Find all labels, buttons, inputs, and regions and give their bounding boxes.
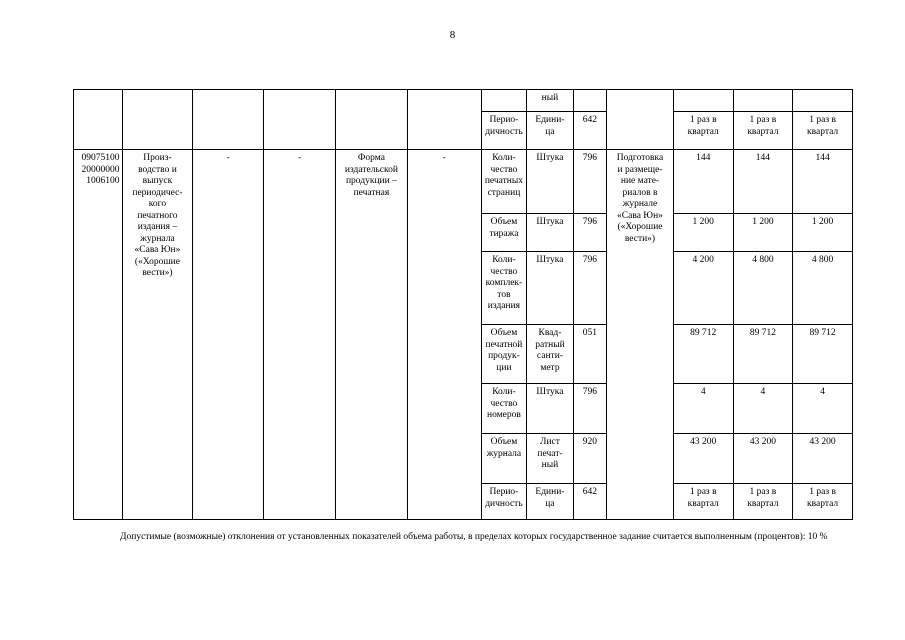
unit-code: 051 [573, 325, 606, 384]
indicator-name: Коли- чество печатных страниц [481, 150, 527, 214]
unit-code: 796 [573, 384, 606, 434]
unit-code: 642 [573, 484, 606, 520]
unit-code: 796 [573, 252, 606, 325]
unit-name: Квад- ратный санти- метр [527, 325, 574, 384]
indicator-name: Объем журнала [481, 434, 527, 484]
work-volume-table [73, 89, 853, 520]
page-number: 8 [449, 29, 456, 41]
table-cell [193, 90, 264, 150]
table-cell [673, 90, 733, 112]
value-year-1: 4 200 [673, 252, 733, 325]
table-cell [122, 90, 193, 150]
unit-name: Штука [527, 150, 574, 214]
value-year-2: 1 200 [733, 214, 793, 252]
value-year-3: 1 раз в квартал [793, 484, 853, 520]
table-body [74, 90, 853, 520]
table-cell [481, 90, 527, 112]
table-cell [336, 90, 408, 150]
value-year-3: 89 712 [793, 325, 853, 384]
table-cell: - [407, 150, 481, 520]
indicator-name: Объем печатной продук- ции [481, 325, 527, 384]
value-year-2: 43 200 [733, 434, 793, 484]
table-cell [607, 90, 674, 150]
table-row [74, 90, 853, 112]
indicator-name: Перио- дичность [481, 484, 527, 520]
table-cell [264, 90, 336, 150]
unit-name: Едини- ца [527, 112, 574, 150]
value-year-3: 1 раз в квартал [793, 112, 853, 150]
publication-form: Форма издательской продукции – печатная [336, 150, 408, 520]
unit-code: 642 [573, 112, 606, 150]
table-cell [407, 90, 481, 150]
value-year-3: 144 [793, 150, 853, 214]
deviation-footnote: Допустимые (возможные) отклонения от установленных показателей объема работы, в пределах которых государственное задание считается выполненным (процентов): 10 % [120, 532, 828, 542]
value-year-1: 43 200 [673, 434, 733, 484]
value-year-1: 144 [673, 150, 733, 214]
value-year-2: 89 712 [733, 325, 793, 384]
value-year-2: 4 [733, 384, 793, 434]
value-year-1: 1 раз в квартал [673, 484, 733, 520]
table-cell [733, 90, 793, 112]
table-cell: - [264, 150, 336, 520]
unit-name: Едини- ца [527, 484, 574, 520]
table-row [74, 150, 853, 214]
value-year-1: 4 [673, 384, 733, 434]
table-cell [74, 90, 123, 150]
value-year-3: 4 800 [793, 252, 853, 325]
value-year-2: 144 [733, 150, 793, 214]
table-cell [793, 90, 853, 112]
value-year-1: 1 раз в квартал [673, 112, 733, 150]
indicator-name: Объем тиража [481, 214, 527, 252]
value-year-3: 1 200 [793, 214, 853, 252]
unit-code: 796 [573, 150, 606, 214]
unit-name: Штука [527, 252, 574, 325]
indicator-name: Перио- дичность [481, 112, 527, 150]
indicator-name: Коли- чество комплек- тов издания [481, 252, 527, 325]
service-name: Произ- водство и выпуск периодичес- кого печатного издания – журнала «Сава Юн» («Хорошие вести») [122, 150, 193, 520]
value-year-2: 1 раз в квартал [733, 484, 793, 520]
value-year-3: 4 [793, 384, 853, 434]
value-year-1: 1 200 [673, 214, 733, 252]
unit-name: Штука [527, 384, 574, 434]
value-year-2: 1 раз в квартал [733, 112, 793, 150]
unit-code: 796 [573, 214, 606, 252]
table-cell: ный [527, 90, 574, 112]
value-year-2: 4 800 [733, 252, 793, 325]
unit-name: Лист печат- ный [527, 434, 574, 484]
value-year-1: 89 712 [673, 325, 733, 384]
table-cell [573, 90, 606, 112]
unit-name: Штука [527, 214, 574, 252]
indicator-name: Коли- чество номеров [481, 384, 527, 434]
table-cell: - [193, 150, 264, 520]
value-year-3: 43 200 [793, 434, 853, 484]
registry-code: 09075100 20000000 1006100 [74, 150, 123, 520]
unit-code: 920 [573, 434, 606, 484]
work-content: Подготовка и размеще- ние мате- риалов в журнале «Сава Юн» («Хорошие вести») [607, 150, 674, 520]
